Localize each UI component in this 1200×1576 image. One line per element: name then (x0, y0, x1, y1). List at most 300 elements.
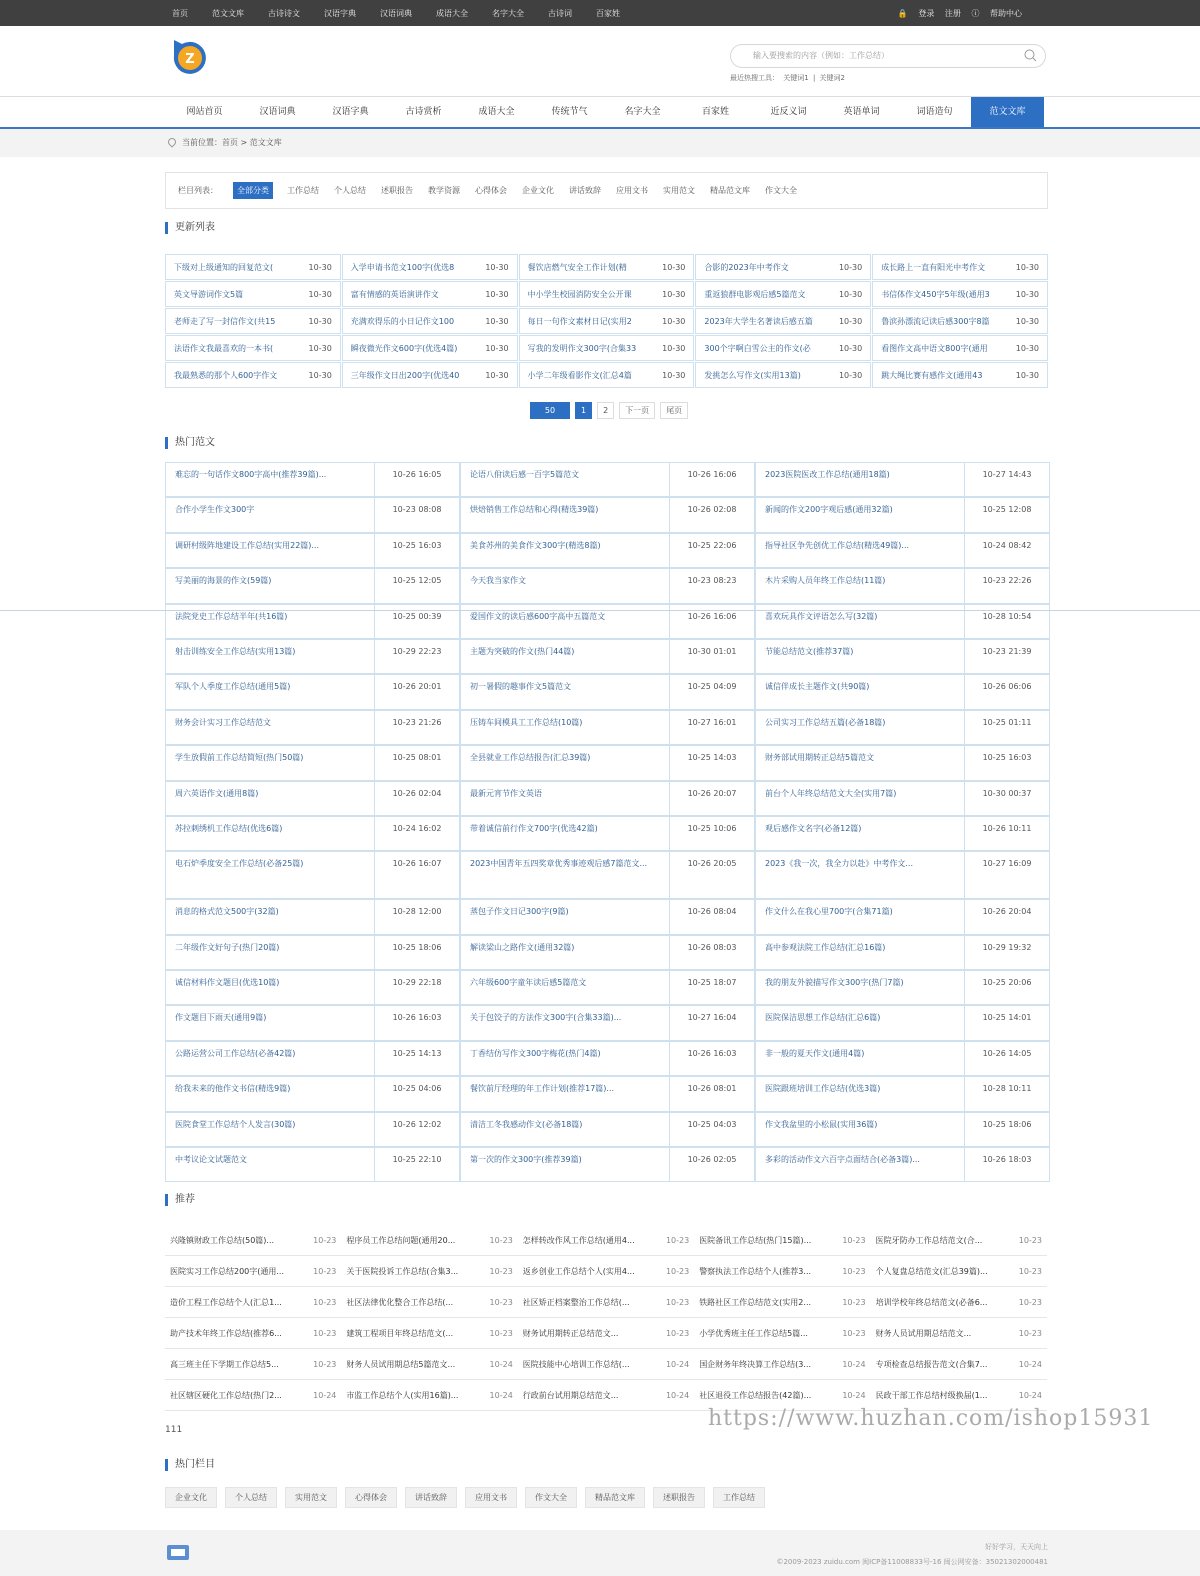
nav-item[interactable]: 传统节气 (551, 107, 588, 117)
update-title[interactable]: 下级对上级通知的回复范文( (174, 262, 274, 272)
hot-item[interactable] (460, 851, 755, 899)
hot-item-title[interactable]: 主题为突破的作文(热门44篇) (461, 640, 670, 673)
update-title[interactable]: 写我的发明作文300字(合集33 (527, 343, 637, 353)
hot-item-title[interactable]: 观后感作文名字(必备12篇) (756, 817, 965, 850)
hot-item[interactable] (460, 745, 755, 780)
hot-item[interactable] (755, 1112, 1050, 1147)
hot-item-title[interactable]: 合作小学生作文300字 (166, 498, 375, 531)
hot-item-title[interactable]: 丁香结仿写作文300字梅花(热门4篇) (461, 1042, 670, 1075)
hot-item[interactable] (460, 497, 755, 532)
hot-item[interactable] (165, 462, 460, 497)
nav-item[interactable]: 汉语字典 (332, 107, 369, 117)
recommend-item[interactable] (871, 1225, 1047, 1256)
recommend-title[interactable]: 财务人员试用期总结范文... (875, 1328, 972, 1338)
update-title[interactable]: 看图作文高中语文800字(通用 (881, 343, 988, 353)
search-input[interactable] (730, 44, 1046, 68)
recommend-item[interactable] (871, 1287, 1047, 1318)
nav-item[interactable]: 古诗赏析 (405, 107, 442, 117)
recommend-title[interactable]: 助产技术年终工作总结(推荐6... (170, 1328, 282, 1338)
pager-next[interactable]: 下一页 (619, 402, 655, 419)
hot-item-title[interactable]: 美食苏州的美食作文300字(精选8篇) (461, 534, 670, 567)
recommend-item[interactable] (518, 1256, 694, 1287)
column-tag[interactable]: 实用范文 (285, 1487, 337, 1508)
top-link[interactable]: 汉语字典 (324, 8, 356, 18)
recommend-item[interactable] (165, 1349, 341, 1380)
hot-item[interactable] (755, 639, 1050, 674)
hot-row (165, 639, 1050, 674)
hot-item[interactable] (755, 970, 1050, 1005)
recommend-item[interactable] (165, 1225, 341, 1256)
recommend-title[interactable]: 国企财务年终决算工作总结(3... (699, 1359, 812, 1369)
recommend-title[interactable]: 警察执法工作总结个人(推荐3... (699, 1266, 812, 1276)
update-title[interactable]: 入学申请书范文100字(优选8 (350, 262, 455, 272)
hot-item-title[interactable]: 公路运营公司工作总结(必备42篇) (166, 1042, 375, 1075)
hot-item[interactable] (165, 899, 460, 934)
hot-item-date: 10-25 18:07 (687, 978, 737, 988)
hot-item[interactable] (755, 1147, 1050, 1182)
hot-item-title[interactable]: 医院食堂工作总结个人发言(30篇) (166, 1113, 375, 1146)
hot-item[interactable] (755, 604, 1050, 639)
update-title[interactable]: 瞬夜微光作文600字(优选4篇) (350, 343, 458, 353)
hot-item-title[interactable]: 作文什么在我心里700字(合集71篇) (756, 900, 965, 933)
hot-item[interactable] (755, 497, 1050, 532)
recommend-item[interactable] (165, 1318, 341, 1349)
recommend-item[interactable] (871, 1256, 1047, 1287)
hot-item-title[interactable]: 前台个人年终总结范文大全(实用7篇) (756, 782, 965, 815)
recommend-title[interactable]: 关于医院投诉工作总结(合集3... (346, 1266, 459, 1276)
hot-search-separator: | (812, 74, 816, 82)
update-title[interactable]: 富有情感的英语演讲作文 (350, 289, 439, 299)
update-title[interactable]: 书信体作文450字5年级(通用3 (881, 289, 990, 299)
category-item[interactable]: 企业文化 (522, 186, 554, 195)
recommend-title[interactable]: 市监工作总结个人(实用16篇)... (346, 1390, 459, 1400)
hot-item[interactable] (165, 1076, 460, 1111)
recommend-item[interactable] (694, 1256, 870, 1287)
hot-item-title[interactable]: 最新元宵节作文英语 (461, 782, 670, 815)
hot-item-title[interactable]: 六年级600字童年读后感5篇范文 (461, 971, 670, 1004)
hot-item-title[interactable]: 全县就业工作总结报告(汇总39篇) (461, 746, 670, 779)
column-tag[interactable]: 述职报告 (653, 1487, 705, 1508)
category-item[interactable]: 作文大全 (765, 186, 797, 195)
hot-item[interactable] (460, 710, 755, 745)
hot-item[interactable] (165, 497, 460, 532)
hot-item[interactable] (460, 533, 755, 568)
hot-item-title[interactable]: 公司实习工作总结五篇(必备18篇) (756, 711, 965, 744)
hot-item[interactable] (460, 1076, 755, 1111)
hot-item-title[interactable]: 多彩的活动作文六百字点面结合(必备3篇)... (756, 1148, 965, 1181)
hot-item[interactable] (460, 1112, 755, 1147)
top-link[interactable]: 首页 (172, 8, 188, 18)
recommend-item[interactable] (518, 1318, 694, 1349)
hot-item-title[interactable]: 财务部试用期转正总结5篇范文 (756, 746, 965, 779)
category-item[interactable]: 工作总结 (287, 186, 319, 195)
hot-item[interactable] (460, 781, 755, 816)
hot-item[interactable] (165, 710, 460, 745)
hot-item-title[interactable]: 烘焙销售工作总结和心得(精选39篇) (461, 498, 670, 531)
recommend-title[interactable]: 造价工程工作总结个人(汇总1... (170, 1297, 282, 1307)
hot-item[interactable] (165, 1041, 460, 1076)
nav-item[interactable]: 成语大全 (478, 107, 515, 117)
hot-item[interactable] (460, 1041, 755, 1076)
hot-item-title[interactable]: 2023中国青年五四奖章优秀事迹观后感7篇范文... (461, 852, 670, 898)
hot-item-title[interactable]: 苏拉刺绣机工作总结(优选6篇) (166, 817, 375, 850)
watermark: https://www.huzhan.com/ishop15931 (708, 1406, 1154, 1431)
hot-item-title[interactable]: 作文我盆里的小松鼠(实用36篇) (756, 1113, 965, 1146)
recommend-item[interactable] (518, 1225, 694, 1256)
recommend-item[interactable] (694, 1287, 870, 1318)
recommend-item[interactable] (694, 1318, 870, 1349)
column-tag[interactable]: 个人总结 (225, 1487, 277, 1508)
top-link[interactable]: 范文文库 (212, 8, 244, 18)
update-title[interactable]: 充满欢得乐的小日记作文100 (350, 316, 455, 326)
hot-item-title[interactable]: 解读梁山之路作文(通用32篇) (461, 936, 670, 969)
recommend-item[interactable] (694, 1349, 870, 1380)
recommend-title[interactable]: 程序员工作总结问题(通用20... (346, 1235, 456, 1245)
recommend-item[interactable] (341, 1225, 517, 1256)
hot-item-date: 10-28 10:54 (982, 611, 1032, 621)
recommend-title[interactable]: 医院实习工作总结200字(通用... (170, 1266, 285, 1276)
hot-item[interactable] (755, 1076, 1050, 1111)
update-item[interactable] (165, 362, 341, 388)
hot-item-title[interactable]: 初一暑假的趣事作文5篇范文 (461, 675, 670, 708)
recommend-item[interactable] (165, 1380, 341, 1411)
update-item[interactable] (872, 308, 1048, 334)
hot-item[interactable] (165, 604, 460, 639)
update-item[interactable] (342, 254, 518, 280)
recommend-title[interactable]: 个人复盘总结范文(汇总39篇)... (875, 1266, 988, 1276)
update-title[interactable]: 英文导游词作文5篇 (174, 289, 244, 299)
nav-item[interactable]: 名字大全 (624, 107, 661, 117)
top-link[interactable]: 名字大全 (492, 8, 524, 18)
category-item[interactable]: 实用范文 (663, 186, 695, 195)
hot-item-title[interactable]: 论语八佾读后感一百字5篇范文 (461, 463, 670, 496)
column-tag[interactable]: 精品范文库 (585, 1487, 645, 1508)
recommend-item[interactable] (341, 1256, 517, 1287)
hot-item[interactable] (165, 639, 460, 674)
main-nav (0, 96, 1200, 129)
category-item[interactable]: 讲话致辞 (569, 186, 601, 195)
update-item[interactable] (165, 281, 341, 307)
update-title[interactable]: 成长路上一直有阳光中考作文 (881, 262, 986, 272)
recommend-item[interactable] (871, 1349, 1047, 1380)
update-title[interactable]: 跳大绳比赛有感作文(通用43 (881, 370, 983, 380)
hot-item-title[interactable]: 难忘的一句话作文800字高中(推荐39篇)... (166, 463, 375, 496)
column-tag[interactable]: 作文大全 (525, 1487, 577, 1508)
hot-row (165, 710, 1050, 745)
update-title[interactable]: 300个字啊白雪公主的作文(必 (704, 343, 811, 353)
hot-item[interactable] (460, 639, 755, 674)
hot-item-title[interactable]: 电石炉季度安全工作总结(必备25篇) (166, 852, 375, 898)
update-item[interactable] (165, 335, 341, 361)
hot-search-item[interactable]: 关键词2 (819, 74, 845, 82)
update-date: 10-30 (308, 370, 332, 380)
category-item[interactable]: 全部分类 (233, 182, 273, 199)
update-item[interactable] (872, 362, 1048, 388)
hot-item-title[interactable]: 爱国作文的读后感600字高中五篇范文 (461, 605, 670, 638)
hot-item-title[interactable]: 诚信伴成长主题作文(共90篇) (756, 675, 965, 708)
hot-item[interactable] (755, 816, 1050, 851)
update-item[interactable] (872, 335, 1048, 361)
hot-item[interactable] (165, 781, 460, 816)
hot-item[interactable] (165, 816, 460, 851)
hot-item-title[interactable]: 2023《我一次，我全力以赴》中考作文... (756, 852, 965, 898)
pager-last[interactable]: 尾页 (660, 402, 688, 419)
hot-item-title[interactable]: 2023医院医改工作总结(通用18篇) (756, 463, 965, 496)
update-item[interactable] (519, 281, 695, 307)
hot-item[interactable] (755, 851, 1050, 899)
update-title[interactable]: 2023年大学生名著读后感五篇 (704, 316, 813, 326)
hot-item[interactable] (165, 533, 460, 568)
hot-item-title[interactable]: 诚信材料作文题目(优选10篇) (166, 971, 375, 1004)
column-tag[interactable]: 应用文书 (465, 1487, 517, 1508)
hot-item[interactable] (165, 674, 460, 709)
hot-item[interactable] (460, 462, 755, 497)
hot-item-title[interactable]: 调研村级阵地建设工作总结(实用22篇)... (166, 534, 375, 567)
column-tag[interactable]: 讲话致辞 (405, 1487, 457, 1508)
hot-item-date: 10-25 16:03 (982, 753, 1032, 763)
hot-item[interactable] (755, 745, 1050, 780)
update-title[interactable]: 鲁滨孙漂流记读后感300字8篇 (881, 316, 990, 326)
hot-item-date: 10-25 14:03 (687, 753, 737, 763)
recommend-item[interactable] (165, 1287, 341, 1318)
recommend-title[interactable]: 医院技能中心培训工作总结(... (522, 1359, 630, 1369)
site-logo[interactable] (168, 36, 212, 76)
hot-item-date: 10-26 20:04 (982, 907, 1032, 917)
help-link[interactable]: ⓘ 帮助中心 (971, 8, 1022, 18)
hot-item[interactable] (165, 568, 460, 603)
update-title[interactable]: 法语作文我最喜欢的一本书( (174, 343, 274, 353)
hot-item-title[interactable]: 餐饮前厅经理的年工作计划(推荐17篇)... (461, 1077, 670, 1110)
hot-item-title[interactable]: 带着诚信前行作文700字(优选42篇) (461, 817, 670, 850)
recommend-title[interactable]: 财务人员试用期总结5篇范文... (346, 1359, 456, 1369)
recommend-item[interactable] (518, 1287, 694, 1318)
hot-item-title[interactable]: 压铸车间模具工工作总结(10篇) (461, 711, 670, 744)
category-item[interactable]: 述职报告 (381, 186, 413, 195)
update-title[interactable]: 每日一句作文素材日记(实用2 (527, 316, 632, 326)
recommend-title[interactable]: 专项检查总结报告范文(合集7... (875, 1359, 988, 1369)
hot-item-title[interactable]: 新闻的作文200字观后感(通用32篇) (756, 498, 965, 531)
recommend-title[interactable]: 兴隆镇财政工作总结(50篇)... (170, 1235, 275, 1245)
hot-item[interactable] (460, 604, 755, 639)
recommend-title[interactable]: 返乡创业工作总结个人(实用4... (522, 1266, 635, 1276)
recommend-item[interactable] (341, 1287, 517, 1318)
hot-item-title[interactable]: 非一般的夏天作文(通用4篇) (756, 1042, 965, 1075)
recommend-item[interactable] (871, 1318, 1047, 1349)
hot-item-title[interactable]: 财务会计实习工作总结范文 (166, 711, 375, 744)
hot-item-title[interactable]: 医院保洁思想工作总结(汇总6篇) (756, 1006, 965, 1039)
recommend-item[interactable] (518, 1380, 694, 1411)
recommend-title[interactable]: 社区法律优化整合工作总结(... (346, 1297, 454, 1307)
hot-item[interactable] (165, 1112, 460, 1147)
recommend-title[interactable]: 社区矫正档案整治工作总结(... (522, 1297, 630, 1307)
update-title[interactable]: 老师走了写一封信作文(共15 (174, 316, 276, 326)
top-link[interactable]: 成语大全 (436, 8, 468, 18)
recommend-title[interactable]: 怎样转改作风工作总结(通用4... (522, 1235, 635, 1245)
hot-item-title[interactable]: 学生放假前工作总结简短(热门50篇) (166, 746, 375, 779)
update-item[interactable] (695, 308, 871, 334)
recommend-title[interactable]: 社区退役工作总结报告(42篇)... (699, 1390, 812, 1400)
recommend-item[interactable] (518, 1349, 694, 1380)
recommend-item[interactable] (341, 1318, 517, 1349)
category-item[interactable]: 应用文书 (616, 186, 648, 195)
hot-item[interactable] (460, 816, 755, 851)
hot-item[interactable] (460, 1147, 755, 1182)
hot-item-title[interactable]: 作文题目下雨天(通用9篇) (166, 1006, 375, 1039)
update-item[interactable] (342, 362, 518, 388)
login-link[interactable]: 🔒 登录 (897, 8, 935, 18)
search-icon[interactable] (1024, 49, 1037, 62)
update-title[interactable]: 小学二年级看影作文(汇总4篇 (527, 370, 632, 380)
hot-item[interactable] (755, 674, 1050, 709)
nav-item[interactable]: 范文文库 (971, 97, 1044, 127)
hot-item-date: 10-26 02:08 (687, 505, 737, 515)
hot-item[interactable] (755, 710, 1050, 745)
recommend-item[interactable] (694, 1225, 870, 1256)
recommend-title[interactable]: 财务试用期转正总结范文... (522, 1328, 619, 1338)
hot-item[interactable] (755, 781, 1050, 816)
recommend-title[interactable]: 建筑工程项目年终总结范文(... (346, 1328, 454, 1338)
recommend-title[interactable]: 医院牙防办工作总结范文(合... (875, 1235, 983, 1245)
update-item[interactable] (165, 254, 341, 280)
hot-item-title[interactable]: 二年级作文好句子(热门20篇) (166, 936, 375, 969)
update-item[interactable] (519, 335, 695, 361)
update-item[interactable] (519, 254, 695, 280)
hot-item-title[interactable]: 法院党史工作总结半年(共16篇) (166, 605, 375, 638)
hot-item[interactable] (755, 935, 1050, 970)
category-item[interactable]: 心得体会 (475, 186, 507, 195)
hot-item[interactable] (755, 533, 1050, 568)
hot-item[interactable] (460, 935, 755, 970)
hot-item-title[interactable]: 周六英语作文(通用8篇) (166, 782, 375, 815)
nav-item[interactable]: 百家姓 (701, 107, 729, 117)
recommend-date: 10-23 (842, 1297, 866, 1307)
recommend-date: 10-23 (842, 1235, 866, 1245)
update-title[interactable]: 合影的2023年中考作文 (704, 262, 789, 272)
update-title[interactable]: 发挑怎么写作文(实用13篇) (704, 370, 801, 380)
nav-item[interactable]: 英语单词 (843, 107, 880, 117)
update-item[interactable] (165, 308, 341, 334)
hot-item[interactable] (165, 1005, 460, 1040)
recommend-title[interactable]: 社区辖区硬化工作总结(热门2... (170, 1390, 282, 1400)
update-title[interactable]: 中小学生校园消防安全公开课 (527, 289, 632, 299)
update-title[interactable]: 餐饮店燃气安全工作计划(精 (527, 262, 627, 272)
update-item[interactable] (695, 254, 871, 280)
top-link[interactable]: 汉语词典 (380, 8, 412, 18)
hot-item-title[interactable]: 高中参观法院工作总结(汇总16篇) (756, 936, 965, 969)
update-item[interactable] (342, 281, 518, 307)
hot-item-title[interactable]: 写美丽的海景的作文(59篇) (166, 569, 375, 602)
hot-item[interactable] (755, 1005, 1050, 1040)
hot-item-title[interactable]: 中考议论文试题范文 (166, 1148, 375, 1181)
recommend-title[interactable]: 小学优秀班主任工作总结5篇... (699, 1328, 808, 1338)
nav-item[interactable]: 汉语词典 (259, 107, 296, 117)
category-item[interactable]: 教学资源 (428, 186, 460, 195)
hot-item-title[interactable]: 我的朋友外貌描写作文300字(热门7篇) (756, 971, 965, 1004)
hot-item-title[interactable]: 给我未来的他作文书信(精选9篇) (166, 1077, 375, 1110)
hot-item[interactable] (165, 935, 460, 970)
hot-item-title[interactable]: 清洁工冬我感动作文(必备18篇) (461, 1113, 670, 1146)
top-link[interactable]: 百家姓 (596, 8, 620, 18)
update-item[interactable] (695, 362, 871, 388)
recommend-title[interactable]: 培训学校年终总结范文(必备6... (875, 1297, 988, 1307)
update-item[interactable] (872, 281, 1048, 307)
column-tag[interactable]: 心得体会 (345, 1487, 397, 1508)
update-title[interactable]: 我最熟悉的那个人600字作文 (174, 370, 278, 380)
top-link[interactable]: 古诗词 (548, 8, 572, 18)
hot-item-title[interactable]: 关于包饺子的方法作文300字(合集33篇)... (461, 1006, 670, 1039)
hot-item-title[interactable]: 第一次的作文300字(推荐39篇) (461, 1148, 670, 1181)
hot-item[interactable] (755, 462, 1050, 497)
hot-item-date: 10-28 10:11 (982, 1084, 1032, 1094)
recommend-item[interactable] (341, 1349, 517, 1380)
hot-item[interactable] (165, 851, 460, 899)
update-item[interactable] (519, 362, 695, 388)
pager-page[interactable]: 1 (575, 402, 592, 419)
recommend-title[interactable]: 民政干部工作总结村级换届(1... (875, 1390, 988, 1400)
hot-item-title[interactable]: 医院跟班培训工作总结(优选3篇) (756, 1077, 965, 1110)
hot-item[interactable] (460, 970, 755, 1005)
register-link[interactable]: 注册 (944, 8, 961, 18)
update-item[interactable] (695, 335, 871, 361)
recommend-title[interactable]: 高三班主任下学期工作总结5... (170, 1359, 279, 1369)
hot-item[interactable] (165, 745, 460, 780)
nav-item[interactable]: 网站首页 (186, 107, 223, 117)
hot-item[interactable] (460, 568, 755, 603)
nav-item[interactable]: 近反义词 (770, 107, 807, 117)
hot-item[interactable] (165, 970, 460, 1005)
hot-item-date: 10-26 08:04 (687, 907, 737, 917)
hot-item[interactable] (755, 1041, 1050, 1076)
update-item[interactable] (872, 254, 1048, 280)
update-item[interactable] (342, 308, 518, 334)
category-item[interactable]: 个人总结 (334, 186, 366, 195)
update-title[interactable]: 三年级作文日出200字(优选40 (350, 370, 460, 380)
hot-item-title[interactable]: 木片采购人员年终工作总结(11篇) (756, 569, 965, 602)
hot-item-title[interactable]: 今天我当家作文 (461, 569, 670, 602)
top-bar (0, 0, 1200, 26)
update-item[interactable] (342, 335, 518, 361)
hot-item[interactable] (460, 1005, 755, 1040)
recommend-item[interactable] (341, 1380, 517, 1411)
hot-item[interactable] (165, 1147, 460, 1182)
recommend-title[interactable]: 医院备讯工作总结(热门15篇)... (699, 1235, 812, 1245)
top-link[interactable]: 古诗诗文 (268, 8, 300, 18)
hot-item-title[interactable]: 节能总结范文(推荐37篇) (756, 640, 965, 673)
hot-search-item[interactable]: 关键词1 (783, 74, 809, 82)
recommend-title[interactable]: 铁路社区工作总结范文(实用2... (699, 1297, 812, 1307)
hot-item-title[interactable]: 指导社区争先创优工作总结(精选49篇)... (756, 534, 965, 567)
hot-item-title[interactable]: 射击训练安全工作总结(实用13篇) (166, 640, 375, 673)
hot-item[interactable] (755, 568, 1050, 603)
hot-item-title[interactable]: 消息的格式范文500字(32篇) (166, 900, 375, 933)
column-tag[interactable]: 工作总结 (713, 1487, 765, 1508)
update-title[interactable]: 重返狼群电影观后感5篇范文 (704, 289, 806, 299)
category-item[interactable]: 精品范文库 (710, 186, 750, 195)
hot-item[interactable] (460, 674, 755, 709)
column-tag[interactable]: 企业文化 (165, 1487, 217, 1508)
nav-item[interactable]: 词语造句 (916, 107, 953, 117)
hot-item[interactable] (460, 899, 755, 934)
hot-item-title[interactable]: 蒸包子作文日记300字(9篇) (461, 900, 670, 933)
recommend-title[interactable]: 行政前台试用期总结范文... (522, 1390, 619, 1400)
hot-item[interactable] (755, 899, 1050, 934)
pager-page[interactable]: 2 (597, 402, 614, 419)
hot-item-title[interactable]: 军队个人季度工作总结(通用5篇) (166, 675, 375, 708)
update-item[interactable] (519, 308, 695, 334)
hot-item-title[interactable]: 喜欢玩具作文评语怎么写(32篇) (756, 605, 965, 638)
recommend-item[interactable] (165, 1256, 341, 1287)
update-item[interactable] (695, 281, 871, 307)
